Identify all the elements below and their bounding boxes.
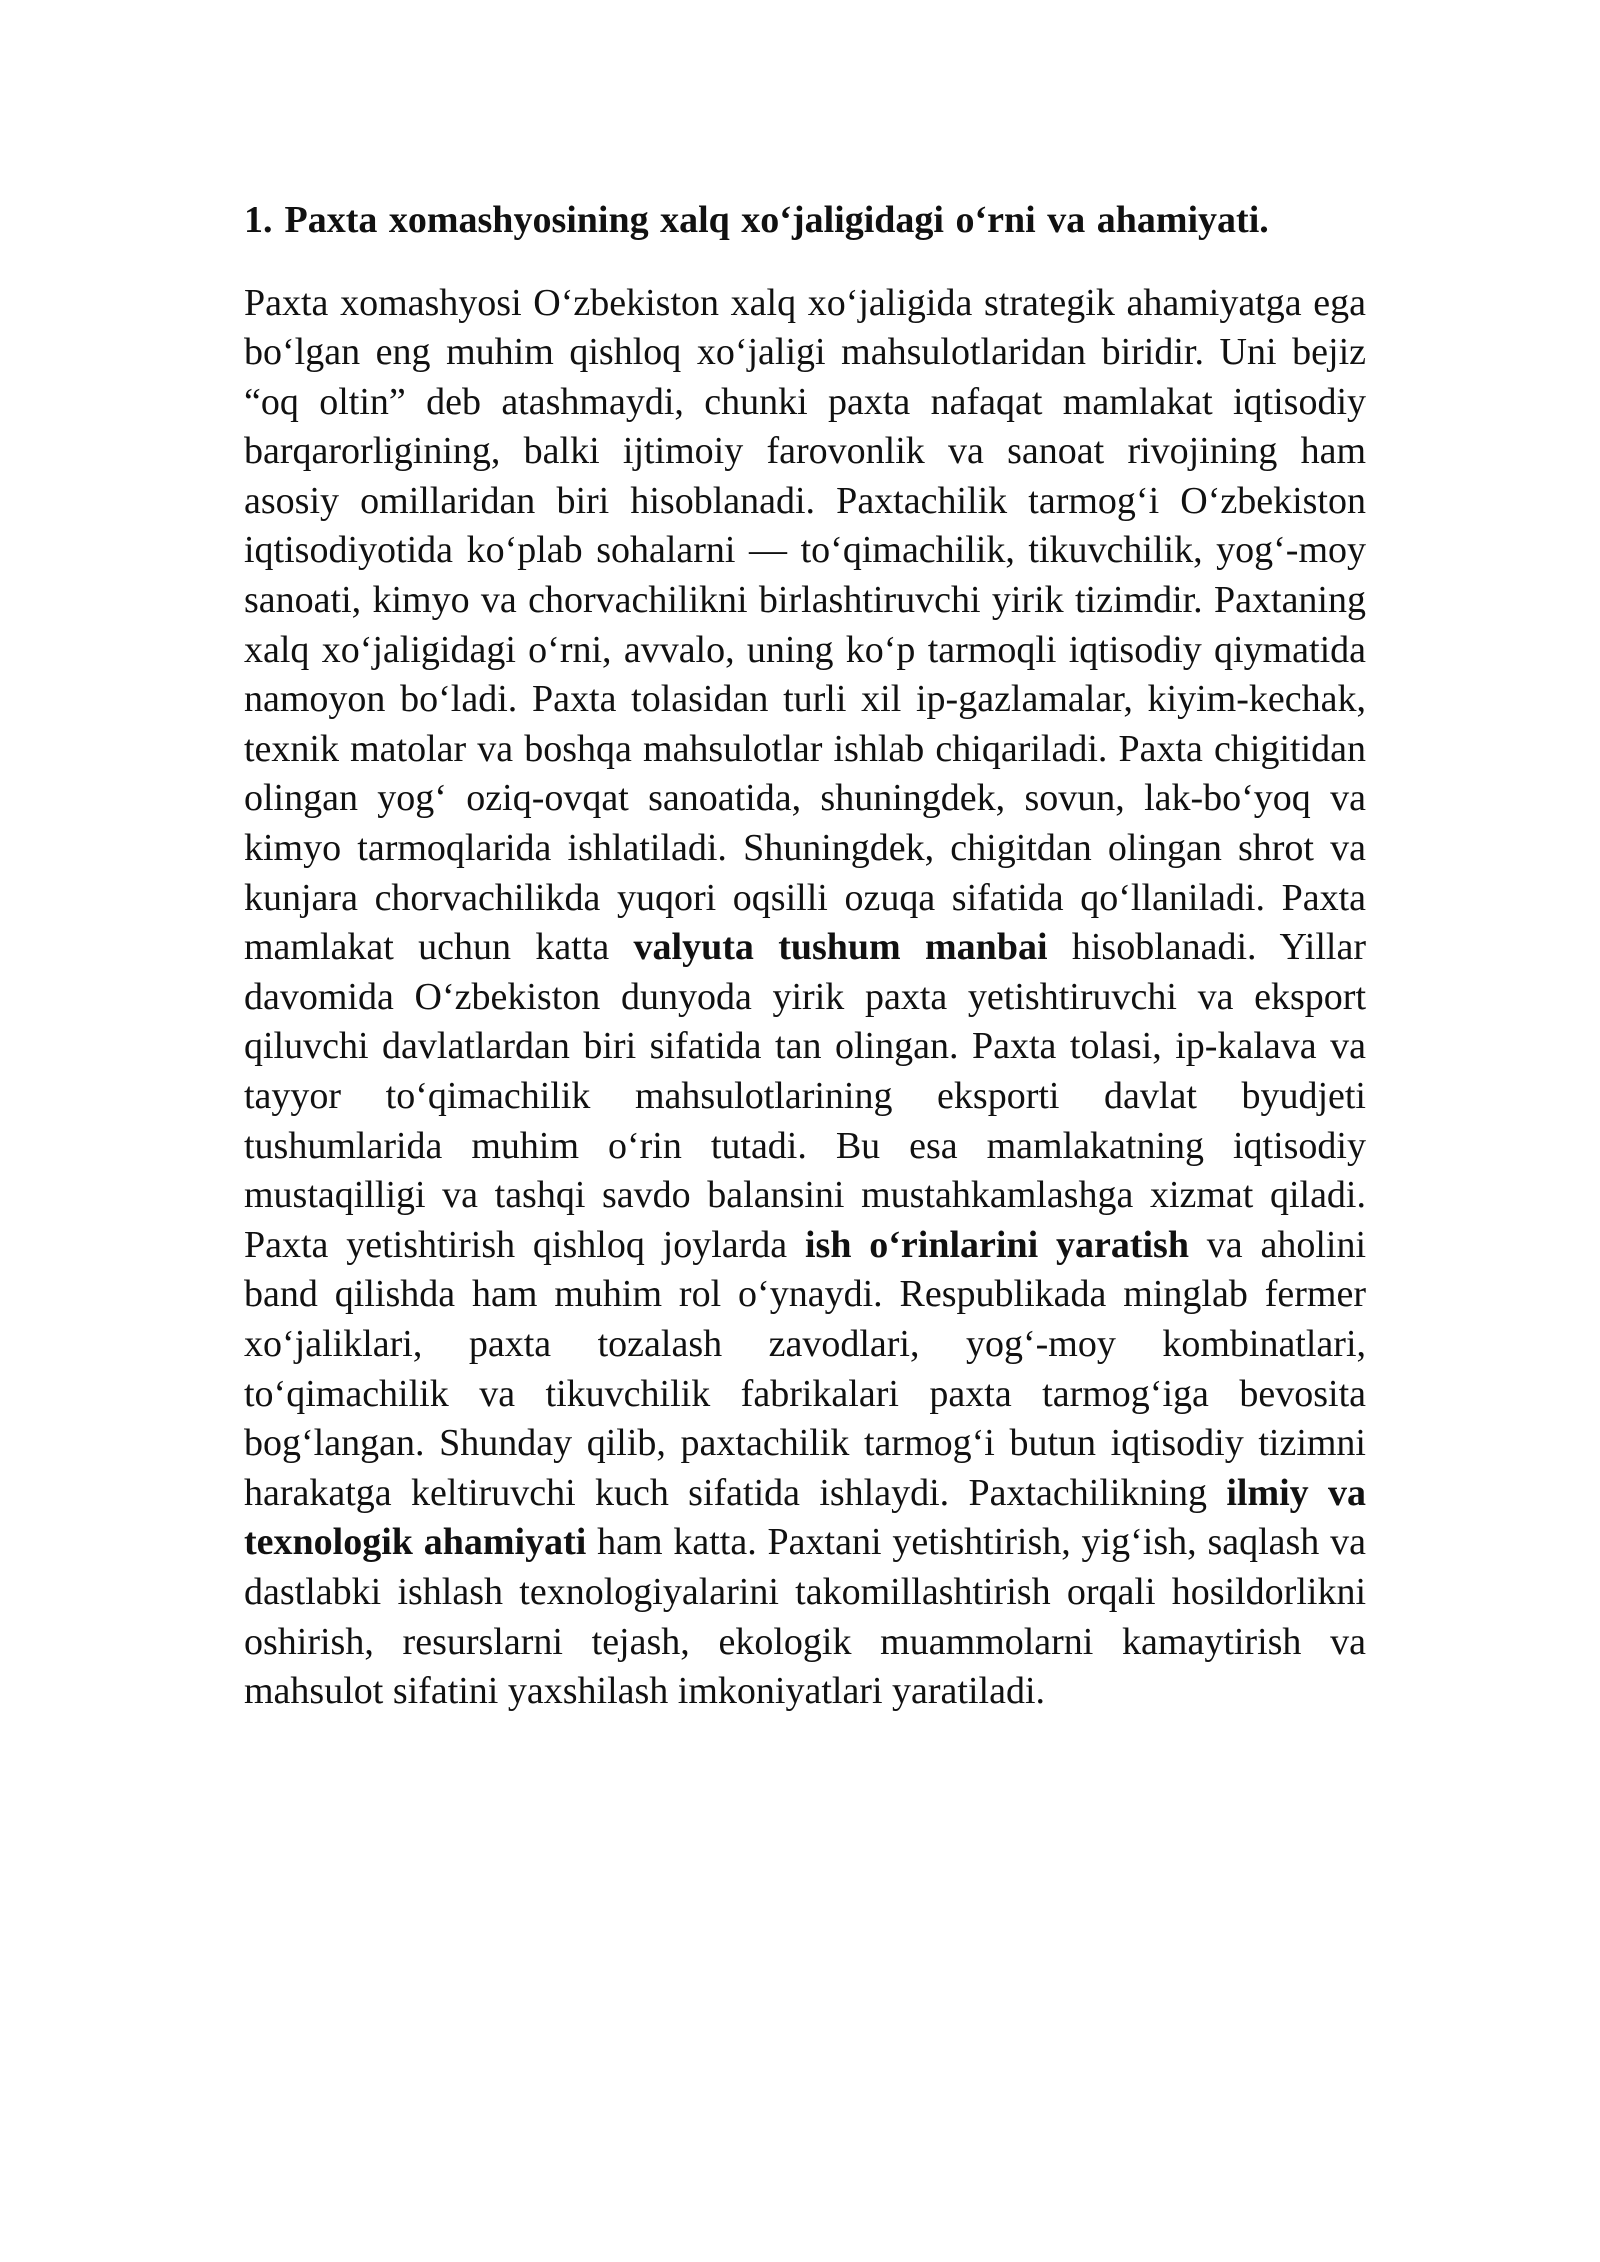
document-page (244, 196, 1366, 1717)
emphasis-job-creation: ish o‘rinlarini yaratish (804, 1223, 1189, 1266)
paragraph-text-2: hisoblanadi. Yillar davomida O‘zbekiston dunyoda yirik paxta yetishtiruvchi va eksport qiluvchi davlatlardan biri sifatida tan olingan. Paxta tolasi, ip-kalava va tayyor to‘qimachilik mahsulotlarining eksporti davlat byudjeti tushumlarida muhim o‘rin tutadi. Bu esa mamlakatning iqtisodiy mustaqilligi va tashqi savdo balansini mustahkamlashga xizmat qiladi. Paxta yetishtirish qishloq joylarda (244, 926, 1366, 1266)
body-paragraph (244, 279, 1366, 1717)
paragraph-text-4: ham katta. Paxtani yetishtirish, yig‘ish, saqlash va dastlabki ishlash texnologiyalarini takomillashtirish orqali hosildorlikni oshirish, resurslarni tejash, ekologik muammolarni kamaytirish va mahsulot sifatini yaxshilash imkoniyatlari yaratiladi. (244, 1521, 1366, 1713)
emphasis-currency-source: valyuta tushum manbai (633, 926, 1048, 969)
paragraph-text-3: va aholini band qilishda ham muhim rol o‘ynaydi. Respublikada minglab fermer xo‘jaliklari, paxta tozalash zavodlari, yog‘-moy kombinatlari, to‘qimachilik va tikuvchilik fabrikalari paxta tarmog‘iga bevosita bog‘langan. Shunday qilib, paxtachilik tarmog‘i butun iqtisodiy tizimni harakatga keltiruvchi kuch sifatida ishlaydi. Paxtachilikning (244, 1223, 1366, 1514)
emphasis-scientific-importance: ilmiy va texnologik ahamiyati (244, 1471, 1367, 1564)
section-number: 1. (244, 199, 273, 241)
section-heading (244, 196, 1366, 246)
section-title: Paxta xomashyosining xalq xo‘jaligidagi o‘rni va ahamiyati. (284, 199, 1269, 241)
paragraph-text-1: Paxta xomashyosi O‘zbekiston xalq xo‘jaligida strategik ahamiyatga ega bo‘lgan eng muhim qishloq xo‘jaligi mahsulotlaridan biridir. Uni bejiz “oq oltin” deb atashmaydi, chunki paxta nafaqat mamlakat iqtisodiy barqarorligining, balki ijtimoiy farovonlik va sanoat rivojining ham asosiy omillaridan biri hisoblanadi. Paxtachilik tarmog‘i O‘zbekiston iqtisodiyotida ko‘plab sohalarni — to‘qimachilik, tikuvchilik, yog‘-moy sanoati, kimyo va chorvachilikni birlashtiruvchi yirik tizimdir. Paxtaning xalq xo‘jaligidagi o‘rni, avvalo, uning ko‘p tarmoqli iqtisodiy qiymatida namoyon bo‘ladi. Paxta tolasidan turli xil ip-gazlamalar, kiyim-kechak, texnik matolar va boshqa mahsulotlar ishlab chiqariladi. Paxta chigitidan olingan yog‘ oziq-ovqat sanoatida, shuningdek, sovun, lak-bo‘yoq va kimyo tarmoqlarida ishlatiladi. Shuningdek, chigitdan olingan shrot va kunjara chorvachilikda yuqori oqsilli ozuqa sifatida qo‘llaniladi. Paxta mamlakat uchun katta (244, 281, 1366, 969)
